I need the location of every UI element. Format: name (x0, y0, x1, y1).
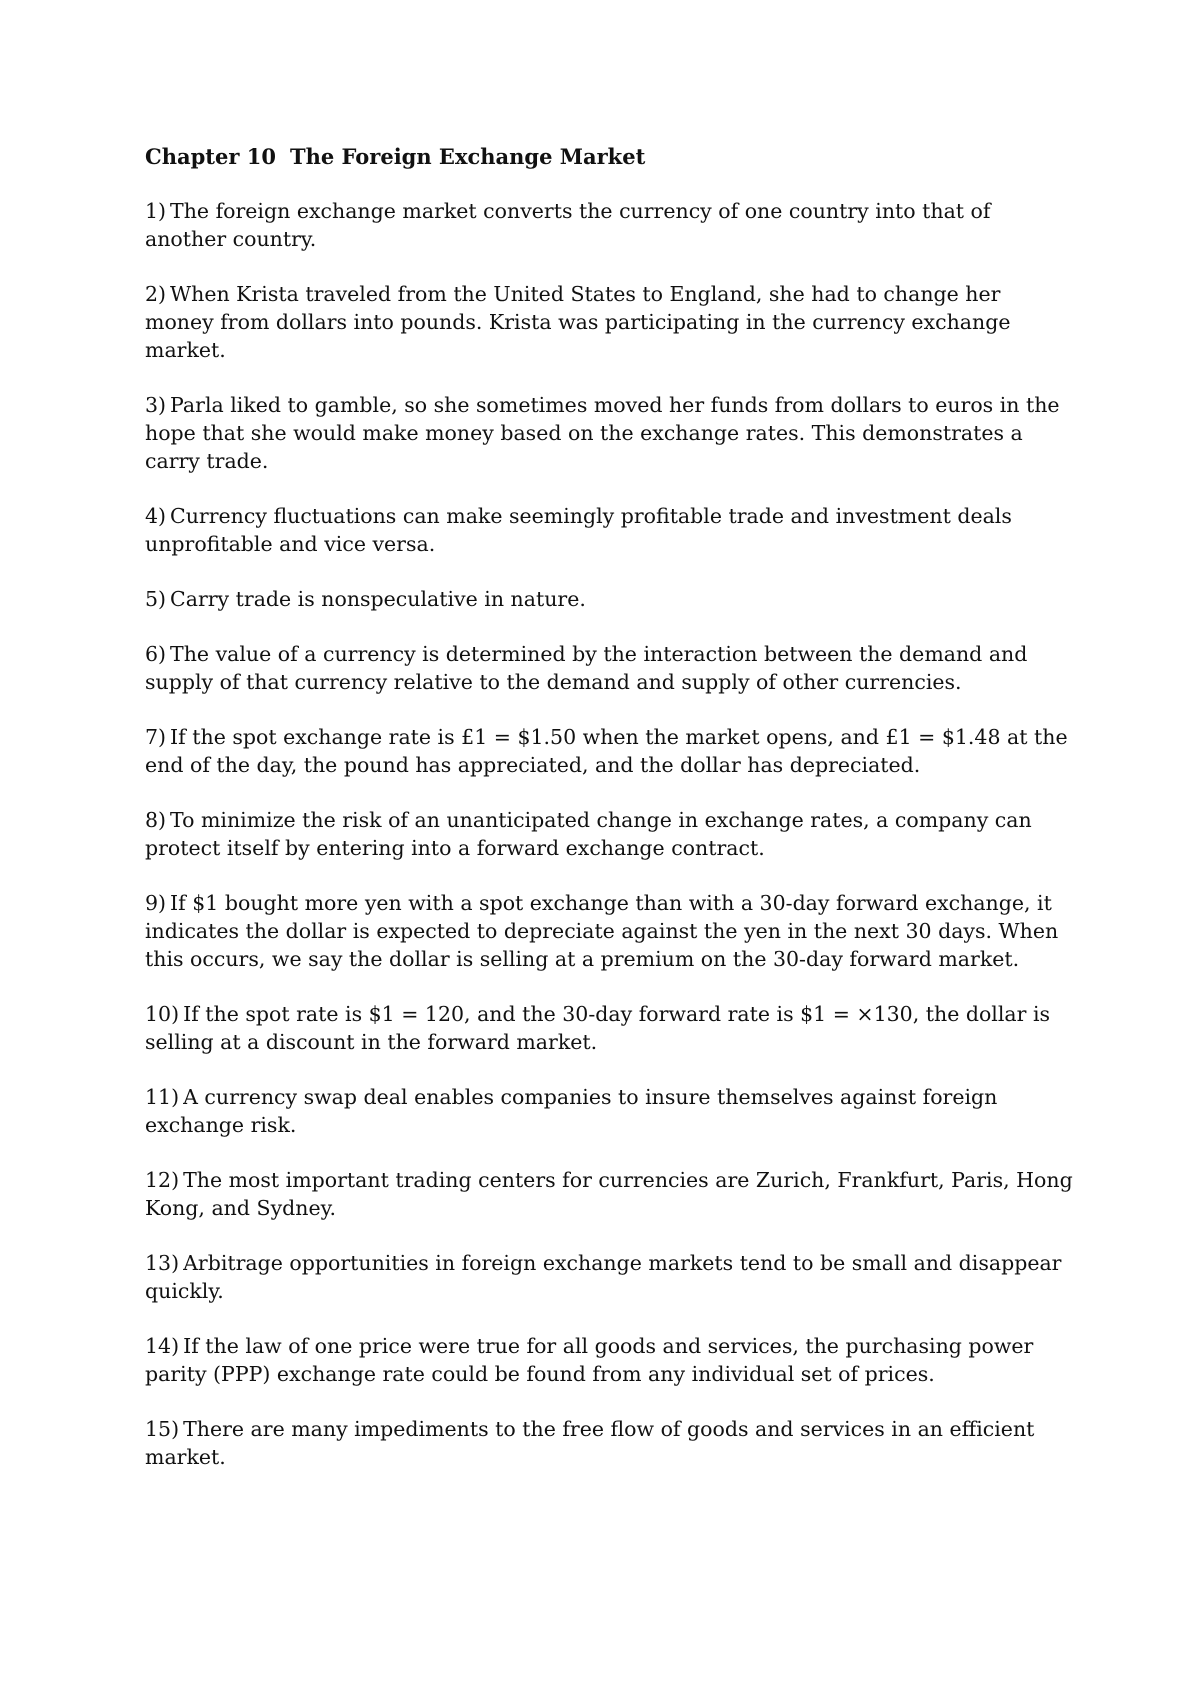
statement-number: 8) (145, 808, 167, 832)
statement-text: If $1 bought more yen with a spot exchange than with a 30-day forward exchange, it indicates the dollar is expected to depreciate against the yen in the next 30 days. When this occurs, we say the dollar is selling at a premium on the 30-day forward market. (145, 891, 1059, 971)
statement-number: 9) (145, 891, 167, 915)
statement-text: Carry trade is nonspeculative in nature. (170, 587, 586, 611)
statement-number: 2) (145, 282, 167, 306)
statement-text: There are many impediments to the free flow of goods and services in an efficient market. (145, 1417, 1035, 1469)
document-body (145, 143, 1075, 1498)
statement-text: Arbitrage opportunities in foreign exchange markets tend to be small and disappear quickly. (145, 1251, 1062, 1303)
statement-item (145, 723, 1075, 779)
chapter-label: Chapter 10 (145, 144, 276, 169)
statement-number: 15) (145, 1417, 180, 1441)
statement-text: The most important trading centers for currencies are Zurich, Frankfurt, Paris, Hong Kong, and Sydney. (145, 1168, 1073, 1220)
statement-item (145, 391, 1075, 475)
statement-number: 10) (145, 1002, 180, 1026)
statement-text: If the spot rate is $1 = 120, and the 30-day forward rate is $1 = ×130, the dollar is selling at a discount in the forward market. (145, 1002, 1051, 1054)
statement-number: 6) (145, 642, 167, 666)
chapter-title: The Foreign Exchange Market (289, 144, 646, 169)
statement-item (145, 1332, 1075, 1388)
statement-item (145, 280, 1075, 364)
statement-text: Parla liked to gamble, so she sometimes moved her funds from dollars to euros in the hope that she would make money based on the exchange rates. This demonstrates a carry trade. (145, 393, 1060, 473)
statement-item (145, 889, 1075, 973)
statement-number: 13) (145, 1251, 180, 1275)
statement-text: To minimize the risk of an unanticipated change in exchange rates, a company can protect itself by entering into a forward exchange contract. (145, 808, 1032, 860)
statement-item (145, 640, 1075, 696)
statement-text: The foreign exchange market converts the currency of one country into that of another country. (145, 199, 991, 251)
statement-text: A currency swap deal enables companies to insure themselves against foreign exchange risk. (145, 1085, 998, 1137)
statement-number: 7) (145, 725, 167, 749)
statement-item (145, 1166, 1075, 1222)
statement-item (145, 1083, 1075, 1139)
statement-text: The value of a currency is determined by the interaction between the demand and supply of that currency relative to the demand and supply of other currencies. (145, 642, 1028, 694)
statement-text: When Krista traveled from the United States to England, she had to change her money from dollars into pounds. Krista was participating in the currency exchange market. (145, 282, 1011, 362)
statement-text: Currency fluctuations can make seemingly profitable trade and investment deals unprofitable and vice versa. (145, 504, 1012, 556)
statement-item (145, 502, 1075, 558)
statement-item (145, 197, 1075, 253)
statement-number: 4) (145, 504, 167, 528)
statement-text: If the spot exchange rate is £1 = $1.50 when the market opens, and £1 = $1.48 at the end of the day, the pound has appreciated, and the dollar has depreciated. (145, 725, 1068, 777)
statement-number: 1) (145, 199, 167, 223)
statement-text: If the law of one price were true for all goods and services, the purchasing power parity (PPP) exchange rate could be found from any individual set of prices. (145, 1334, 1034, 1386)
statement-number: 5) (145, 587, 167, 611)
statement-number: 3) (145, 393, 167, 417)
chapter-heading (145, 143, 1075, 171)
statement-number: 11) (145, 1085, 180, 1109)
statement-item (145, 1415, 1075, 1471)
statement-item (145, 1249, 1075, 1305)
statement-number: 14) (145, 1334, 180, 1358)
statement-item (145, 806, 1075, 862)
statement-number: 12) (145, 1168, 180, 1192)
statement-item (145, 585, 1075, 613)
statement-item (145, 1000, 1075, 1056)
